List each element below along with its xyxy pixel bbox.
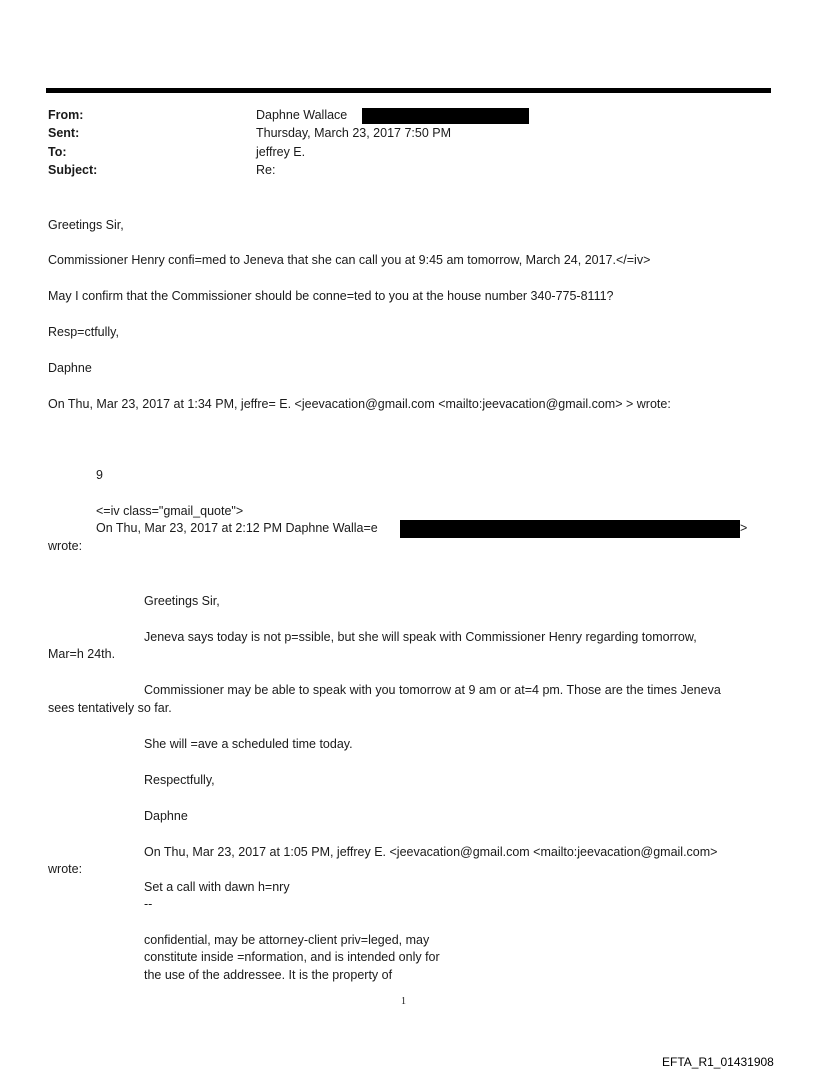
disclaimer-line-3: the use of the addressee. It is the property of [144, 968, 393, 982]
disclaimer-line-1: confidential, may be attorney-client priv=leged, may [144, 933, 430, 947]
quote-2-paragraph-1: Jeneva says today is not p=ssible, but she will speak with Commissioner Henry regarding tomorrow, [144, 630, 697, 644]
quote-2-paragraph-3: She will =ave a scheduled time today. [144, 737, 353, 751]
subject-label: Subject: [48, 163, 98, 177]
sent-label: Sent: [48, 126, 80, 140]
quote-1-body: 9 [96, 468, 103, 482]
from-email-redaction [362, 108, 529, 124]
to-value: jeffrey E. [256, 145, 306, 159]
body-paragraph-2: May I confirm that the Commissioner should be conne=ted to you at the house number 340-775-8111? [48, 289, 614, 303]
to-label: To: [48, 145, 67, 159]
from-value: Daphne Wallace [256, 108, 348, 122]
disclaimer-line-2: constitute inside =nformation, and is intended only for [144, 950, 440, 964]
quote-2-header: On Thu, Mar 23, 2017 at 2:12 PM Daphne Walla=e [96, 521, 378, 535]
signature-separator: -- [144, 897, 153, 911]
subject-value: Re: [256, 163, 276, 177]
quote-2-paragraph-2-cont: sees tentatively so far. [48, 701, 172, 715]
closing: Resp=ctfully, [48, 325, 119, 339]
bates-number: EFTA_R1_01431908 [662, 1055, 774, 1069]
quote-3-body: Set a call with dawn h=nry [144, 880, 290, 894]
body-paragraph-1: Commissioner Henry confi=med to Jeneva that she can call you at 9:45 am tomorrow, March 24, 2017.</=iv> [48, 253, 651, 267]
quote-2-header-bracket: > [740, 521, 748, 535]
quote-1-header: On Thu, Mar 23, 2017 at 1:34 PM, jeffre= E. <jeevacation@gmail.com <mailto:jeevacation@gmail.com> > wrote: [48, 397, 671, 411]
quote-2-greeting: Greetings Sir, [144, 594, 220, 608]
quote-2-paragraph-2: Commissioner may be able to speak with you tomorrow at 9 am or at=4 pm. Those are the times Jeneva [144, 683, 721, 697]
sent-value: Thursday, March 23, 2017 7:50 PM [256, 126, 452, 140]
quote-3-header: On Thu, Mar 23, 2017 at 1:05 PM, jeffrey E. <jeevacation@gmail.com <mailto:jeevacation@gmail.com> [144, 845, 718, 859]
header-rule [46, 88, 771, 93]
signature: Daphne [48, 361, 92, 375]
quote-3-wrote: wrote: [48, 862, 83, 876]
quote-2-wrote: wrote: [48, 539, 83, 553]
quote-1-div-tag: <=iv class="gmail_quote"> [96, 504, 244, 518]
greeting: Greetings Sir, [48, 218, 124, 232]
quote-2-closing: Respectfully, [144, 773, 215, 787]
quote-2-paragraph-1-cont: Mar=h 24th. [48, 647, 116, 661]
page-number: 1 [401, 996, 406, 1007]
quote-2-signature: Daphne [144, 809, 188, 823]
quote-2-email-redaction [400, 520, 740, 538]
from-label: From: [48, 108, 84, 122]
